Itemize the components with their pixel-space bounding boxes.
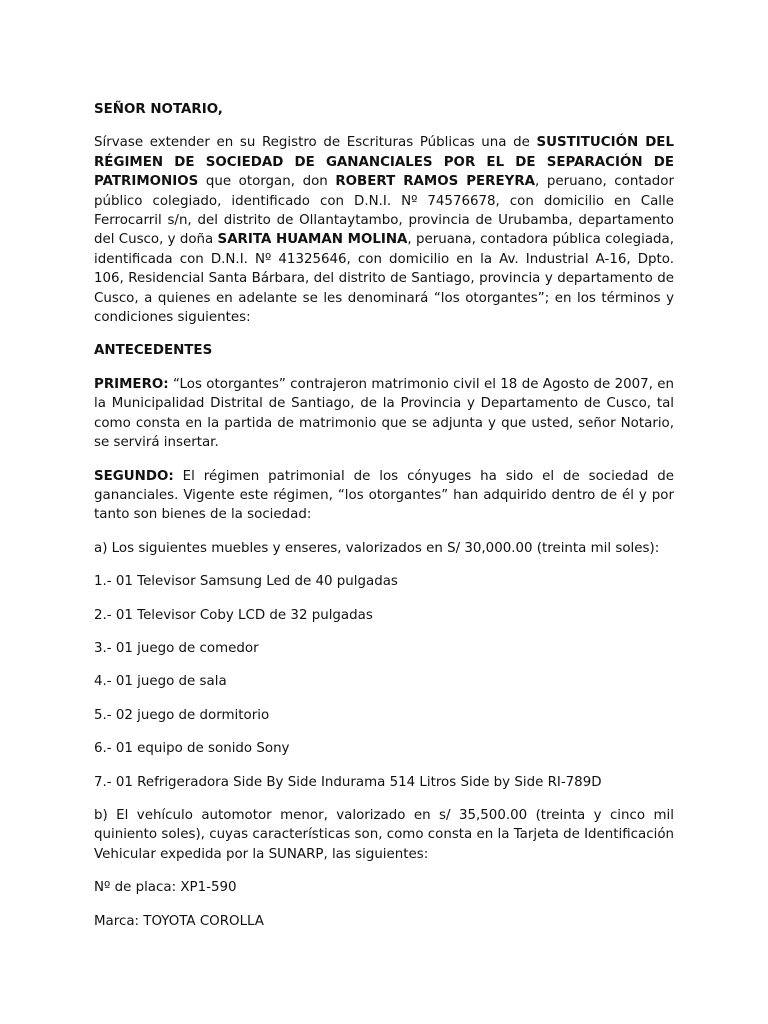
clause-segundo-text: El régimen patrimonial de los cónyuges ha sido el de sociedad de gananciales. Vigente este régimen, “los otorgantes” han adquirido dentro de él y por tanto son bienes de la sociedad: — [94, 468, 674, 523]
clause-primero-text: “Los otorgantes” contrajeron matrimonio civil el 18 de Agosto de 2007, en la Municipalidad Distrital de Santiago, de la Provincia y Departamento de Cusco, tal como consta en la partida de matrimonio que se adjunta y que usted, señor Notario, se servirá insertar. — [94, 376, 674, 451]
vehicle-plate: Nº de placa: XP1-590 — [94, 880, 237, 896]
clause-segundo-label: SEGUNDO: — [94, 468, 174, 484]
document-body — [94, 100, 674, 945]
party-2-name: SARITA HUAMAN MOLINA — [217, 232, 408, 248]
clause-primero — [94, 375, 674, 453]
list-item: 4.- 01 juego de sala — [94, 674, 227, 690]
list-item: 6.- 01 equipo de sonido Sony — [94, 741, 290, 757]
intro-text-4: , peruana, contadora pública colegiada, identificada con D.N.I. Nº 41325646, con domicilio en la Av. Industrial A-16, Dpto. 106, Residencial Santa Bárbara, del distrito de Santiago, provincia y departamento de Cusco, a quienes en adelante se les denominará “los otorgantes”; en los términos y condiciones siguientes: — [94, 232, 675, 326]
vehicle-brand: Marca: TOYOTA COROLLA — [94, 913, 264, 929]
party-1-name: ROBERT RAMOS PEREYRA — [335, 174, 535, 190]
intro-text-3: , peruano, contador público colegiado, identificado con D.N.I. Nº 74576678, con domicilio en Calle Ferrocarril s/n, del distrito de Ollantaytambo, provincia de Urubamba, departamento del Cusco, y doña — [94, 174, 674, 248]
clause-segundo — [94, 467, 674, 525]
list-item: 2.- 01 Televisor Coby LCD de 32 pulgadas — [94, 607, 373, 623]
list-item: 1.- 01 Televisor Samsung Led de 40 pulgadas — [94, 574, 398, 590]
intro-paragraph — [94, 133, 674, 327]
list-item: 5.- 02 juego de dormitorio — [94, 707, 270, 723]
intro-title-bold: SUSTITUCIÓN DEL RÉGIMEN DE SOCIEDAD DE GANANCIALES POR EL DE SEPARACIÓN DE PATRIMONIOS — [94, 135, 674, 190]
item-b: b) El vehículo automotor menor, valorizado en s/ 35,500.00 (treinta y cinco mil quiniento soles), cuyas características son, como consta en la Tarjeta de Identificación Vehicular expedida por la SUNARP, las siguientes: — [94, 807, 674, 862]
intro-text-2: que otorgan, don — [198, 174, 336, 190]
intro-text-1: Sírvase extender en su Registro de Escrituras Públicas una de — [94, 135, 537, 151]
clause-primero-label: PRIMERO: — [94, 376, 169, 392]
salutation: SEÑOR NOTARIO, — [94, 102, 223, 117]
list-item: 7.- 01 Refrigeradora Side By Side Indurama 514 Litros Side by Side RI-789D — [94, 774, 602, 790]
list-item: 3.- 01 juego de comedor — [94, 640, 259, 656]
section-heading-antecedentes: ANTECEDENTES — [94, 343, 213, 359]
item-a: a) Los siguientes muebles y enseres, valorizados en S/ 30,000.00 (treinta mil soles): — [94, 540, 660, 556]
